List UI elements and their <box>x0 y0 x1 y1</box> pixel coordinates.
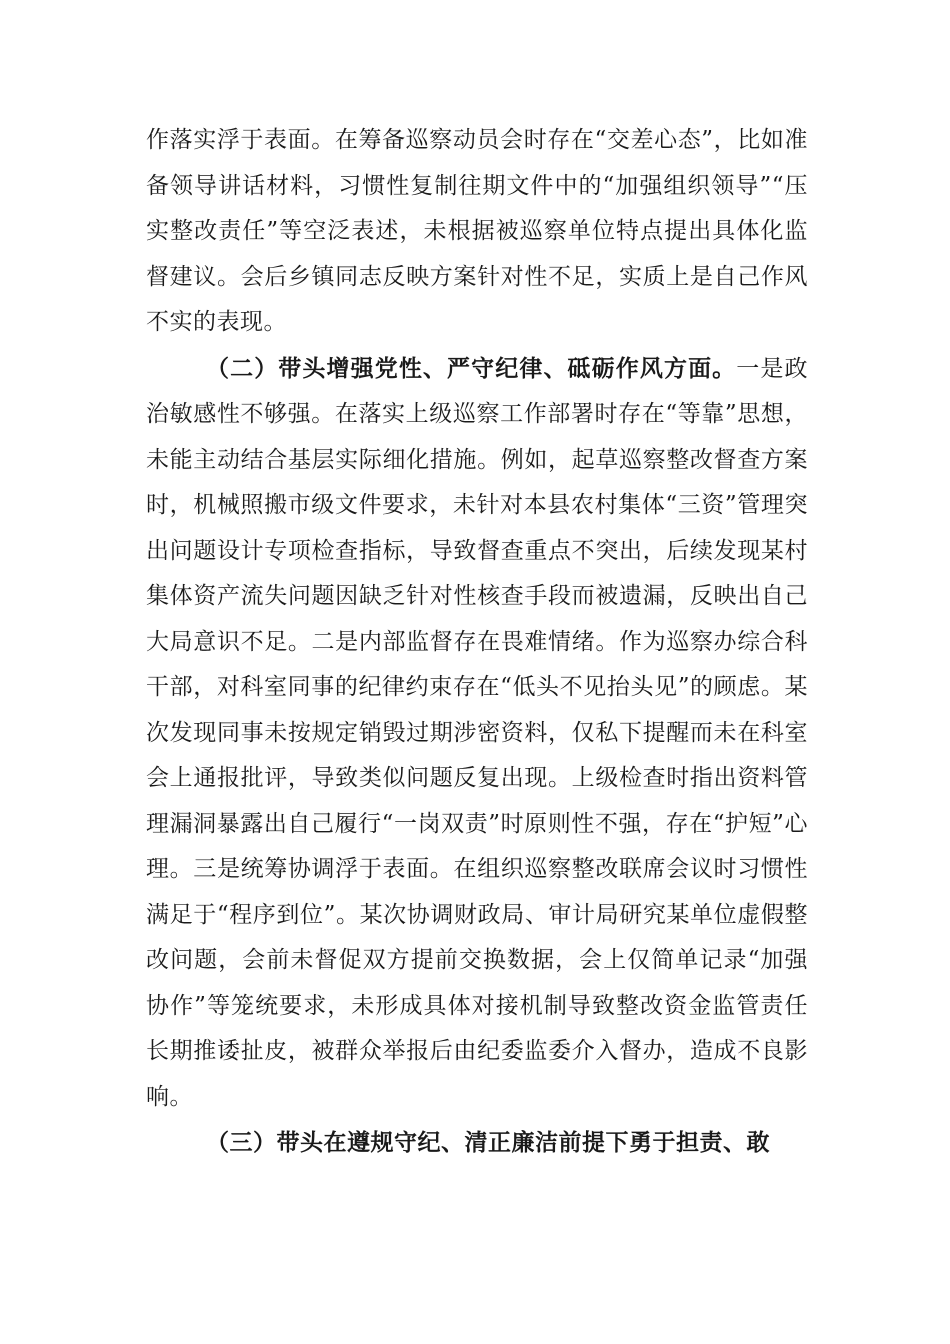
paragraph-section-three <box>146 1120 808 1167</box>
paragraph-section-two <box>146 346 808 1121</box>
paragraph-continuation: 作落实浮于表面。在筹备巡察动员会时存在“交差心态”，比如准备领导讲话材料，习惯性复制往期文件中的“加强组织领导”“压实整改责任”等空泛表述，未根据被巡察单位特点提出具体化监督建议。会后乡镇同志反映方案针对性不足，实质上是自己作风不实的表现。 <box>146 127 808 335</box>
document-body <box>146 118 808 1167</box>
section-two-body: 一是政治敏感性不够强。在落实上级巡察工作部署时存在“等靠”思想，未能主动结合基层实际细化措施。例如，起草巡察整改督查方案时，机械照搬市级文件要求，未针对本县农村集体“三资”管理突出问题设计专项检查指标，导致督查重点不突出，后续发现某村集体资产流失问题因缺乏针对性核查手段而被遗漏，反映出自己大局意识不足。二是内部监督存在畏难情绪。作为巡察办综合科干部，对科室同事的纪律约束存在“低头不见抬头见”的顾虑。某次发现同事未按规定销毁过期涉密资料，仅私下提醒而未在科室会上通报批评，导致类似问题反复出现。上级检查时指出资料管理漏洞暴露出自己履行“一岗双责”时原则性不强，存在“护短”心理。三是统筹协调浮于表面。在组织巡察整改联席会议时习惯性满足于“程序到位”。某次协调财政局、审计局研究某单位虚假整改问题，会前未督促双方提前交换数据，会上仅简单记录“加强协作”等笼统要求，未形成具体对接机制导致整改资金监管责任长期推诿扯皮，被群众举报后由纪委监委介入督办，造成不良影响。 <box>146 355 809 1110</box>
section-two-heading: （二）带头增强党性、严守纪律、砥砺作风方面。 <box>206 354 737 382</box>
section-three-heading: （三）带头在遵规守纪、清正廉洁前提下勇于担责、敢 <box>206 1129 770 1156</box>
